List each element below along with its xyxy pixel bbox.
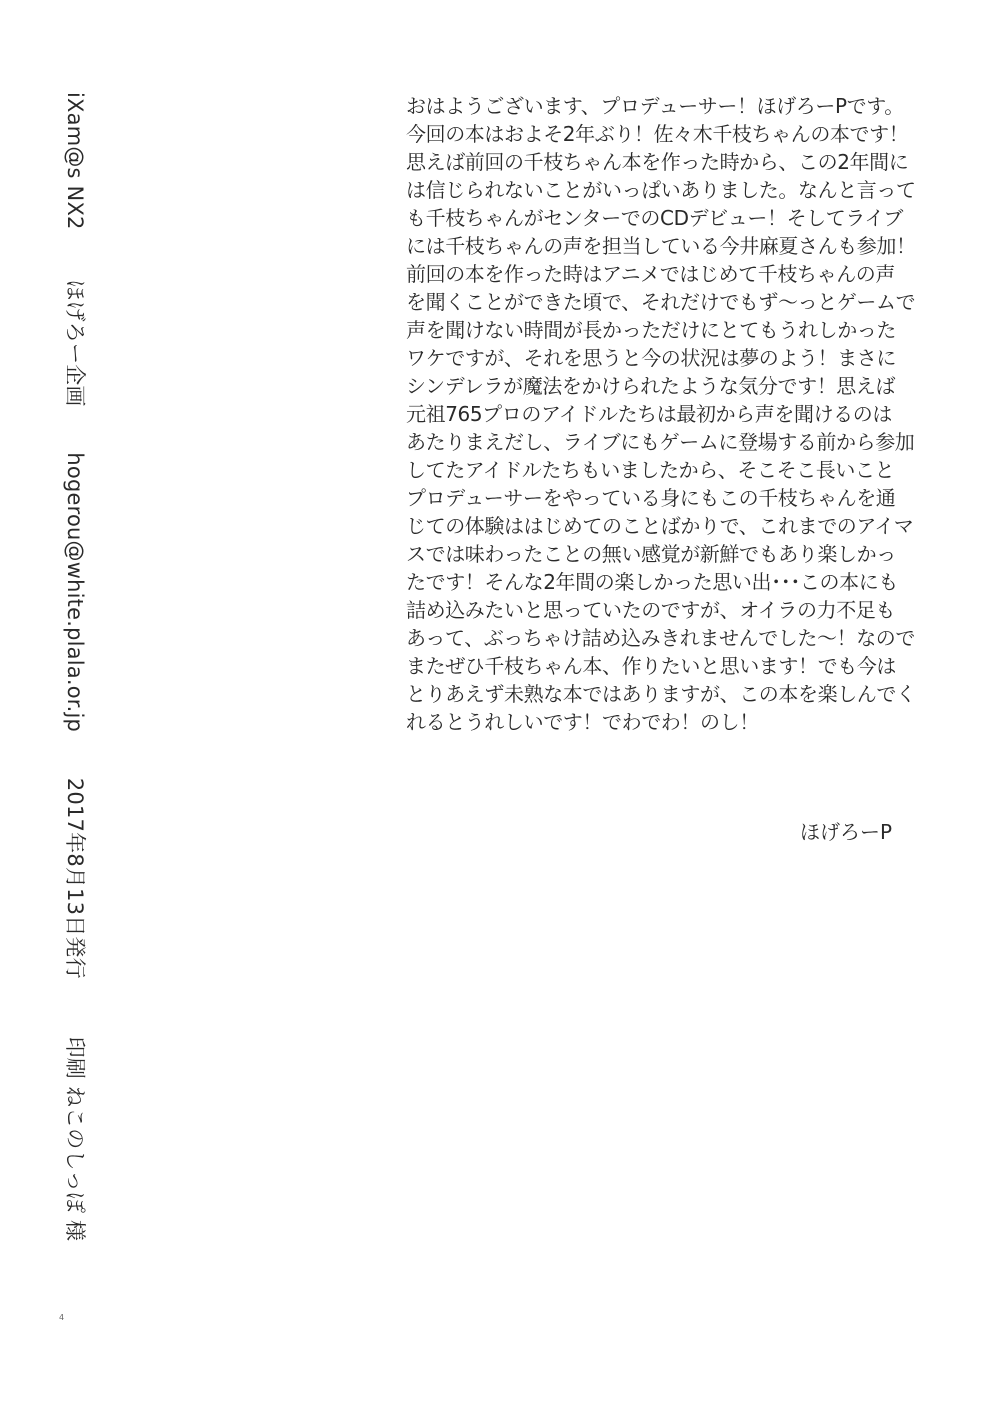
afterword-line: スでは味わったことの無い感覚が新鮮でもあり楽しかっ	[406, 542, 896, 566]
afterword-line: は信じられないことがいっぱいありました。なんと言って	[406, 178, 916, 202]
colophon-date: 2017年8月13日発行	[63, 777, 87, 979]
colophon-email: hogerou@white.plala.or.jp	[63, 452, 87, 733]
afterword-line: おはようございます、プロデューサー！ほげろーPです。	[406, 94, 904, 118]
afterword-line: またぜひ千枝ちゃん本、作りたいと思います！でも今は	[406, 654, 896, 678]
afterword-text	[406, 92, 926, 736]
colophon-printer: 印刷 ねこのしっぽ 様	[63, 1036, 87, 1242]
afterword-line: 今回の本はおよそ2年ぶり！佐々木千枝ちゃんの本です！	[406, 122, 909, 146]
colophon-title: iXam@s NX2	[63, 92, 87, 230]
afterword-line: 元祖765プロのアイドルたちは最初から声を聞けるのは	[406, 402, 892, 426]
afterword-line: あって、ぶっちゃけ詰め込みきれませんでした～！なので	[406, 626, 915, 650]
colophon-circle: ほげろー企画	[63, 279, 87, 407]
afterword-line: も千枝ちゃんがセンターでのCDデビュー！そしてライブ	[406, 206, 903, 230]
afterword-line: を聞くことができた頃で、それだけでもず～っとゲームで	[406, 290, 916, 314]
afterword-line: れるとうれしいです！でわでわ！のし！	[406, 710, 759, 734]
afterword-line: には千枝ちゃんの声を担当している今井麻夏さんも参加！	[406, 234, 916, 258]
page-number: 4	[59, 1313, 65, 1322]
afterword-line: シンデレラが魔法をかけられたような気分です！思えば	[406, 374, 896, 398]
afterword-line: 声を聞けない時間が長かっただけにとてもうれしかった	[406, 318, 896, 342]
afterword-line: あたりまえだし、ライブにもゲームに登場する前から参加	[406, 430, 915, 454]
afterword-line: 思えば前回の千枝ちゃん本を作った時から、この2年間に	[406, 150, 909, 174]
afterword-line: 前回の本を作った時はアニメではじめて千枝ちゃんの声	[406, 262, 895, 286]
afterword-line: とりあえず未熟な本ではありますが、この本を楽しんでく	[406, 682, 916, 706]
afterword-line: 詰め込みたいと思っていたのですが、オイラの力不足も	[406, 598, 895, 622]
afterword-line: プロデューサーをやっている身にもこの千枝ちゃんを通	[406, 486, 896, 510]
colophon	[58, 92, 92, 1242]
afterword-line: してたアイドルたちもいましたから、そこそこ長いこと	[406, 458, 895, 482]
afterword-line: じての体験ははじめてのことばかりで、これまでのアイマ	[406, 514, 914, 538]
signature: ほげろーP	[800, 820, 893, 844]
afterword-line: たです！そんな2年間の楽しかった思い出･･･この本にも	[406, 570, 898, 594]
afterword-line: ワケですが、それを思うと今の状況は夢のよう！まさに	[406, 346, 896, 370]
colophon-text	[58, 92, 92, 1241]
